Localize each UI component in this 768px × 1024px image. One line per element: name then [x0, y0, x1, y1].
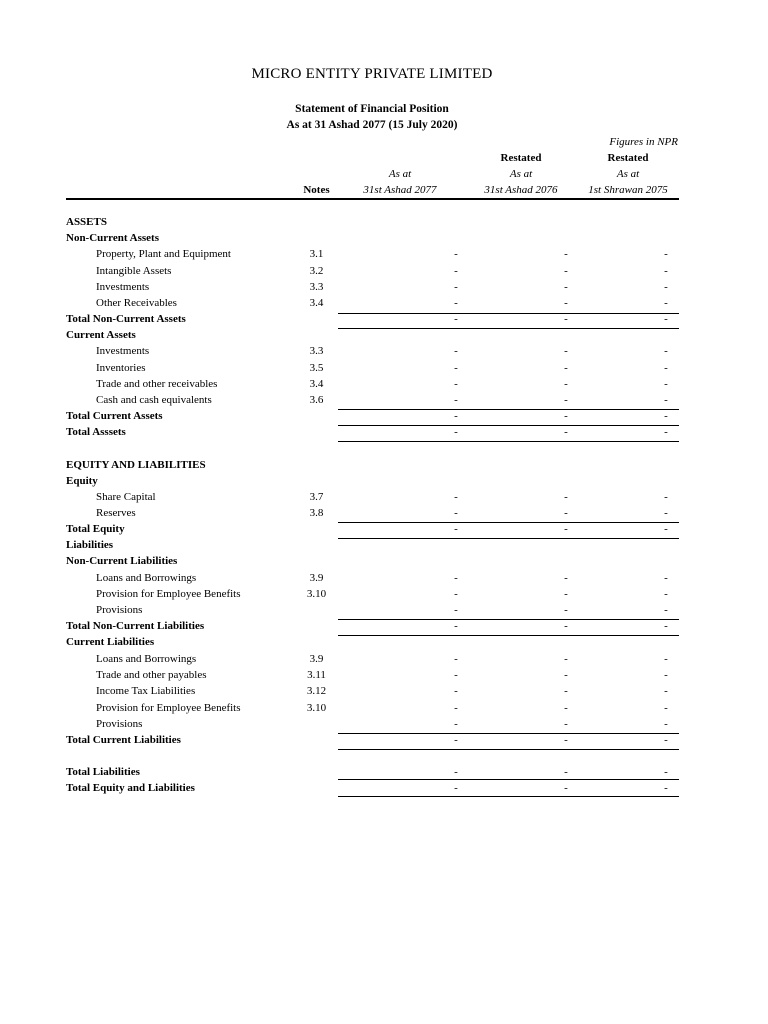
table-row-equity: [0, 473, 768, 489]
value-2077: -: [454, 718, 458, 730]
value-2077: -: [454, 281, 458, 293]
table-row-investments: [0, 343, 768, 359]
total-underline: [338, 796, 679, 797]
table-row-cash-and-cash-equivalents: [0, 392, 768, 408]
value-2076: -: [564, 572, 568, 584]
value-2076: -: [564, 766, 568, 778]
value-2076: -: [564, 394, 568, 406]
row-label: Equity: [66, 475, 98, 487]
value-2075: -: [664, 410, 668, 422]
value-2076: -: [564, 426, 568, 438]
table-row-property-plant-and-equipment: [0, 246, 768, 262]
figures-currency-note: Figures in NPR: [609, 136, 678, 148]
row-label: Liabilities: [66, 539, 114, 551]
value-2077: -: [454, 378, 458, 390]
value-2076: -: [564, 362, 568, 374]
value-2075: -: [664, 653, 668, 665]
row-note-ref: 3.9: [309, 572, 324, 584]
row-label: Investments: [96, 281, 150, 293]
table-row-inventories: [0, 360, 768, 376]
value-2075: -: [664, 523, 668, 535]
table-row-equity-and-liabilities: [0, 457, 768, 473]
value-2075: -: [664, 766, 668, 778]
value-2076: -: [564, 588, 568, 600]
value-2077: -: [454, 345, 458, 357]
row-note-ref: 3.4: [309, 297, 324, 309]
table-row-total-current-assets: [0, 408, 768, 424]
total-underline: [338, 313, 679, 314]
value-2075: -: [664, 281, 668, 293]
notes-column-header: Notes: [303, 184, 330, 196]
row-note-ref: 3.10: [306, 588, 327, 600]
value-2076: -: [564, 718, 568, 730]
value-2075: -: [664, 782, 668, 794]
row-label: Trade and other payables: [96, 669, 207, 681]
total-underline: [338, 619, 679, 620]
table-row-trade-and-other-receivables: [0, 376, 768, 392]
table-row-provisions: [0, 716, 768, 732]
value-2076: -: [564, 313, 568, 325]
table-row-share-capital: [0, 489, 768, 505]
value-2077: -: [454, 653, 458, 665]
value-2077: -: [454, 394, 458, 406]
table-row-total-non-current-liabilities: [0, 618, 768, 634]
row-label: Total Equity: [66, 523, 125, 535]
table-row-provisions: [0, 602, 768, 618]
table-row-total-equity-and-liabilities: [0, 780, 768, 796]
value-2077: -: [454, 248, 458, 260]
col2-date-header: 31st Ashad 2076: [484, 184, 558, 196]
row-label: Loans and Borrowings: [96, 653, 197, 665]
row-label: Trade and other receivables: [96, 378, 218, 390]
value-2077: -: [454, 669, 458, 681]
value-2076: -: [564, 669, 568, 681]
value-2077: -: [454, 362, 458, 374]
col3-restated-label: Restated: [607, 152, 649, 164]
row-label: Current Liabilities: [66, 636, 155, 648]
table-row-non-current-assets: [0, 230, 768, 246]
row-note-ref: 3.1: [309, 248, 324, 260]
header-divider: [66, 198, 679, 200]
row-label: Total Non-Current Assets: [66, 313, 186, 325]
table-row-reserves: [0, 505, 768, 521]
value-2076: -: [564, 782, 568, 794]
row-label: ASSETS: [66, 216, 107, 228]
row-label: Cash and cash equivalents: [96, 394, 212, 406]
row-label: Provisions: [96, 718, 143, 730]
row-label: EQUITY AND LIABILITIES: [66, 459, 206, 471]
value-2076: -: [564, 297, 568, 309]
value-2077: -: [454, 426, 458, 438]
table-row-total-equity: [0, 521, 768, 537]
value-2076: -: [564, 685, 568, 697]
row-label: Intangible Assets: [96, 265, 172, 277]
company-name: MICRO ENTITY PRIVATE LIMITED: [251, 66, 493, 82]
row-label: Total Current Assets: [66, 410, 163, 422]
table-row-provision-for-employee-benefits: [0, 586, 768, 602]
row-note-ref: 3.11: [307, 669, 326, 681]
value-2077: -: [454, 265, 458, 277]
value-2076: -: [564, 491, 568, 503]
value-2076: -: [564, 410, 568, 422]
row-note-ref: 3.12: [306, 685, 327, 697]
table-row-assets: [0, 214, 768, 230]
total-underline: [338, 733, 679, 734]
row-label: Total Equity and Liabilities: [66, 782, 195, 794]
value-2077: -: [454, 702, 458, 714]
value-2075: -: [664, 297, 668, 309]
col2-as-at-label: As at: [509, 168, 533, 180]
value-2077: -: [454, 313, 458, 325]
row-label: Other Receivables: [96, 297, 177, 309]
value-2077: -: [454, 620, 458, 632]
row-note-ref: 3.2: [309, 265, 324, 277]
table-row-current-assets: [0, 327, 768, 343]
row-label: Provisions: [96, 604, 143, 616]
row-label: Income Tax Liabilities: [96, 685, 196, 697]
value-2076: -: [564, 507, 568, 519]
table-row-loans-and-borrowings: [0, 651, 768, 667]
value-2077: -: [454, 604, 458, 616]
value-2076: -: [564, 734, 568, 746]
value-2075: -: [664, 491, 668, 503]
row-note-ref: 3.10: [306, 702, 327, 714]
value-2077: -: [454, 782, 458, 794]
value-2077: -: [454, 734, 458, 746]
value-2077: -: [454, 491, 458, 503]
row-note-ref: 3.4: [309, 378, 324, 390]
row-note-ref: 3.6: [309, 394, 324, 406]
value-2076: -: [564, 281, 568, 293]
value-2077: -: [454, 507, 458, 519]
value-2076: -: [564, 620, 568, 632]
value-2075: -: [664, 734, 668, 746]
col3-as-at-label: As at: [616, 168, 640, 180]
value-2076: -: [564, 345, 568, 357]
table-row-provision-for-employee-benefits: [0, 700, 768, 716]
table-row-liabilities: [0, 537, 768, 553]
total-underline: [338, 425, 679, 426]
value-2075: -: [664, 685, 668, 697]
row-label: Total Non-Current Liabilities: [66, 620, 205, 632]
statement-date: As at 31 Ashad 2077 (15 July 2020): [286, 119, 458, 131]
value-2075: -: [664, 572, 668, 584]
col1-date-header: 31st Ashad 2077: [363, 184, 437, 196]
value-2075: -: [664, 702, 668, 714]
value-2076: -: [564, 378, 568, 390]
value-2075: -: [664, 588, 668, 600]
row-note-ref: 3.5: [309, 362, 324, 374]
table-row-investments: [0, 279, 768, 295]
value-2075: -: [664, 378, 668, 390]
row-label: Provision for Employee Benefits: [96, 588, 241, 600]
row-label: Provision for Employee Benefits: [96, 702, 241, 714]
row-label: Total Asssets: [66, 426, 126, 438]
value-2075: -: [664, 604, 668, 616]
value-2076: -: [564, 265, 568, 277]
value-2075: -: [664, 248, 668, 260]
row-label: Loans and Borrowings: [96, 572, 197, 584]
row-note-ref: 3.3: [309, 345, 324, 357]
table-row-non-current-liabilities: [0, 553, 768, 569]
value-2077: -: [454, 588, 458, 600]
col1-as-at-label: As at: [388, 168, 412, 180]
value-2076: -: [564, 248, 568, 260]
row-note-ref: 3.9: [309, 653, 324, 665]
value-2077: -: [454, 523, 458, 535]
value-2077: -: [454, 297, 458, 309]
value-2075: -: [664, 669, 668, 681]
value-2077: -: [454, 572, 458, 584]
row-label: Total Current Liabilities: [66, 734, 181, 746]
total-underline: [338, 441, 679, 442]
table-row-loans-and-borrowings: [0, 570, 768, 586]
row-label: Reserves: [96, 507, 136, 519]
value-2075: -: [664, 620, 668, 632]
value-2075: -: [664, 362, 668, 374]
row-label: Share Capital: [96, 491, 156, 503]
value-2075: -: [664, 394, 668, 406]
value-2075: -: [664, 313, 668, 325]
value-2075: -: [664, 718, 668, 730]
total-underline: [338, 409, 679, 410]
row-note-ref: 3.3: [309, 281, 324, 293]
row-label: Current Assets: [66, 329, 136, 341]
value-2076: -: [564, 653, 568, 665]
value-2075: -: [664, 507, 668, 519]
table-row-total-liabilities: [0, 764, 768, 780]
statement-title: Statement of Financial Position: [295, 103, 449, 115]
value-2077: -: [454, 410, 458, 422]
row-label: Investments: [96, 345, 150, 357]
value-2077: -: [454, 685, 458, 697]
row-label: Non-Current Assets: [66, 232, 159, 244]
row-label: Total Liabilities: [66, 766, 140, 778]
value-2076: -: [564, 604, 568, 616]
row-note-ref: 3.7: [309, 491, 324, 503]
row-label: Property, Plant and Equipment: [96, 248, 231, 260]
value-2075: -: [664, 345, 668, 357]
table-row-total-asssets: [0, 424, 768, 440]
total-underline: [338, 749, 679, 750]
table-row-other-receivables: [0, 295, 768, 311]
value-2076: -: [564, 523, 568, 535]
value-2075: -: [664, 265, 668, 277]
table-row-trade-and-other-payables: [0, 667, 768, 683]
col2-restated-label: Restated: [500, 152, 542, 164]
row-label: Non-Current Liabilities: [66, 555, 178, 567]
value-2075: -: [664, 426, 668, 438]
table-row-current-liabilities: [0, 634, 768, 650]
col3-date-header: 1st Shrawan 2075: [588, 184, 668, 196]
total-underline: [338, 522, 679, 523]
table-row-income-tax-liabilities: [0, 683, 768, 699]
row-label: Inventories: [96, 362, 146, 374]
value-2076: -: [564, 702, 568, 714]
table-row-intangible-assets: [0, 263, 768, 279]
table-row-total-current-liabilities: [0, 732, 768, 748]
value-2077: -: [454, 766, 458, 778]
row-note-ref: 3.8: [309, 507, 324, 519]
